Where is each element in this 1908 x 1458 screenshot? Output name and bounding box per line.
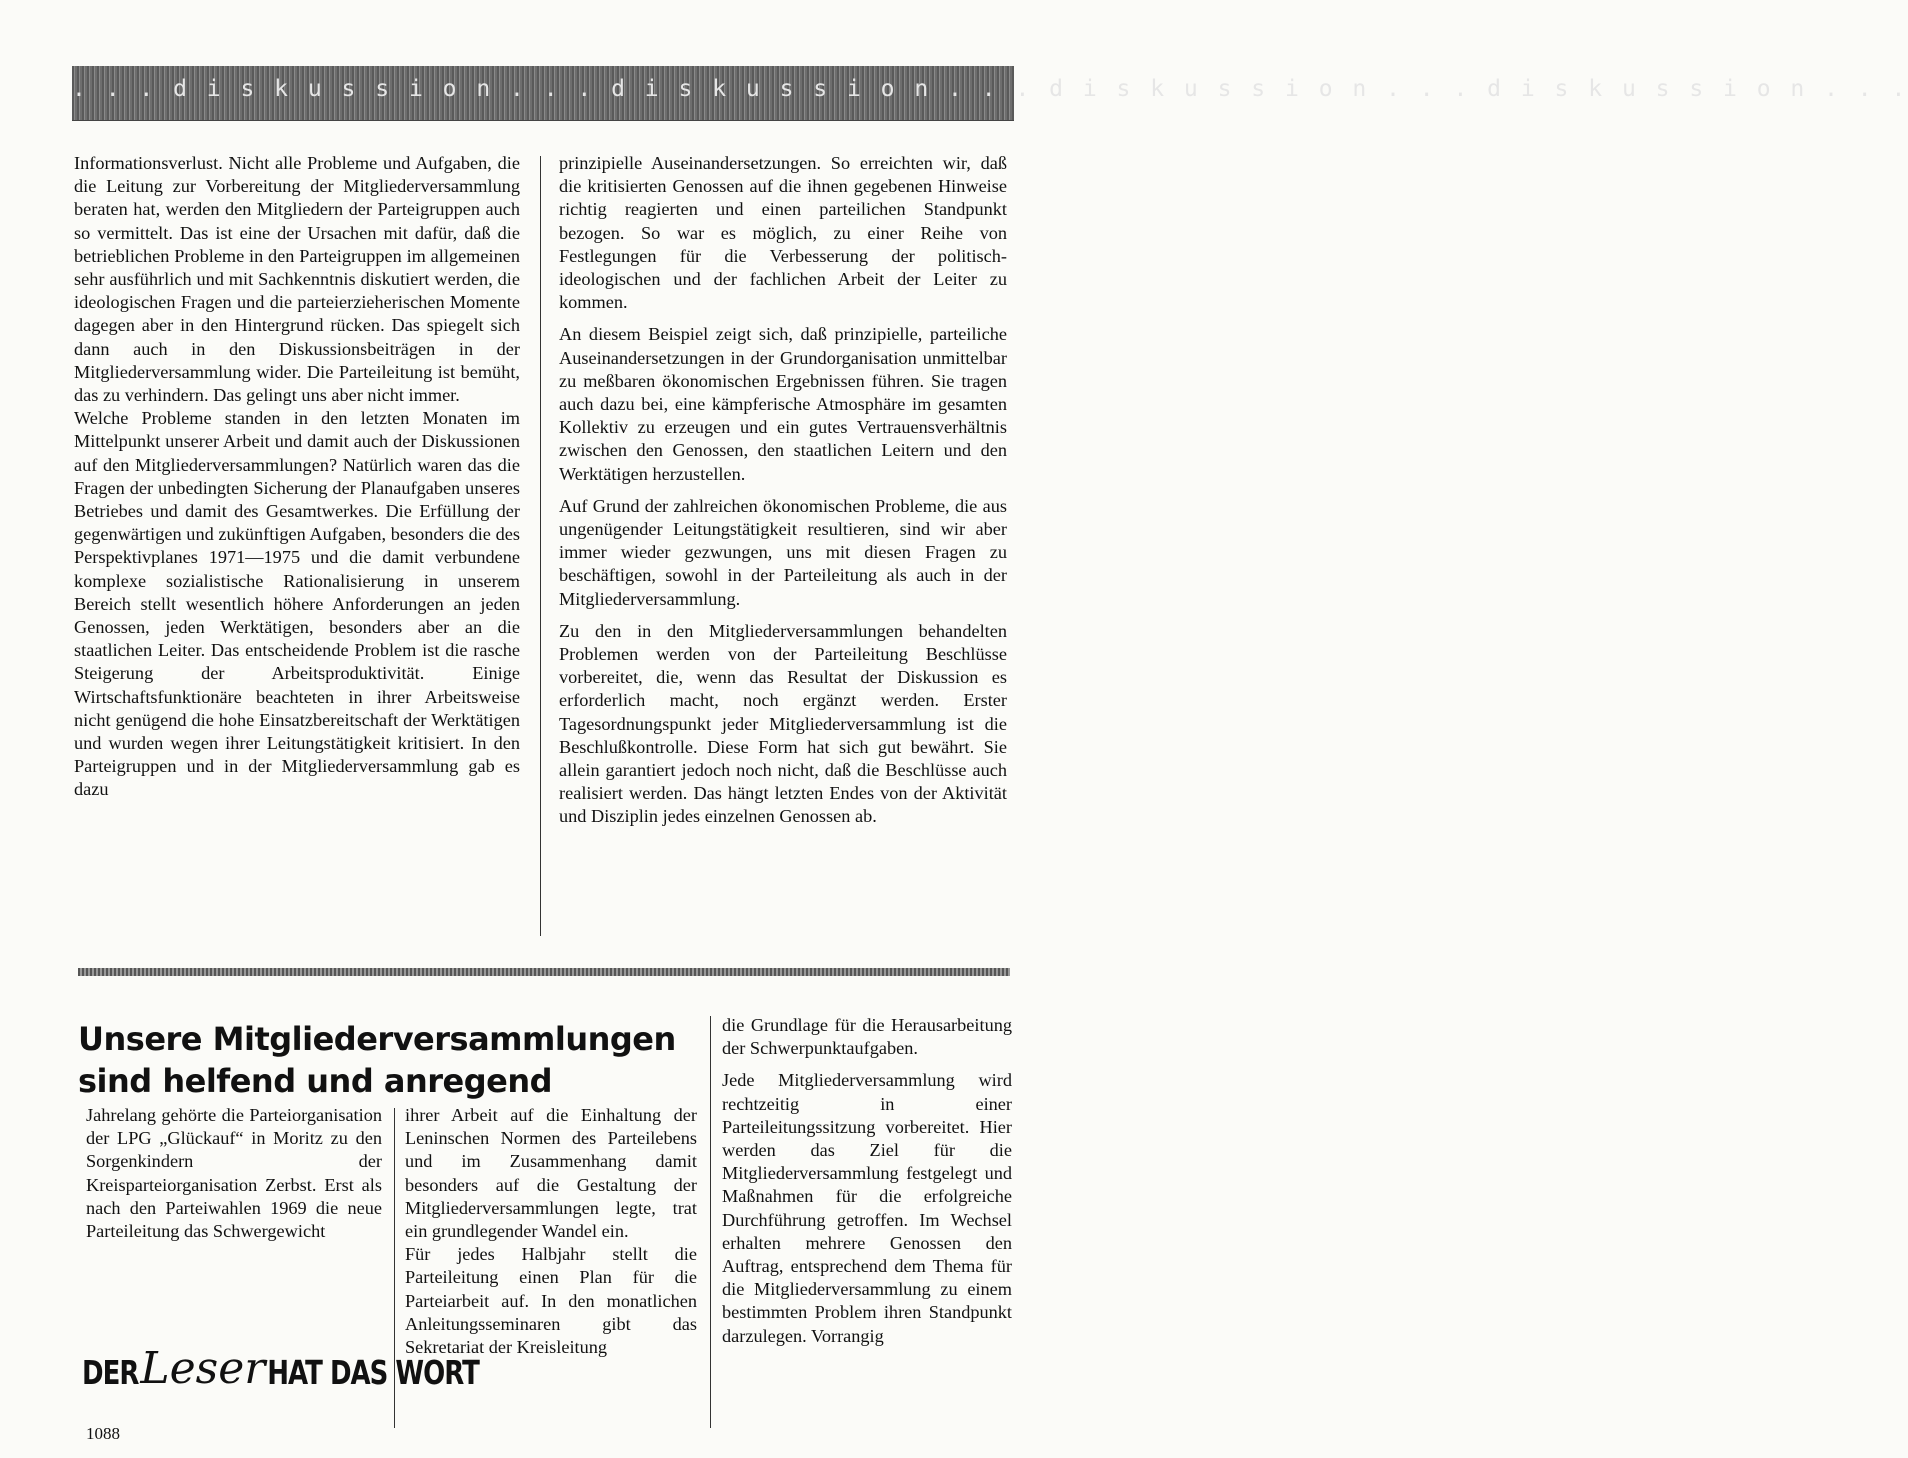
paragraph: prinzipielle Auseinandersetzungen. So erreichten wir, daß die kritisierten Genossen auf die ihnen gegebenen Hinweise richtig reagierten und einen parteilichen Standpunkt bezogen. So war es möglich, zu einer Reihe von Festlegungen für die Verbesserung der politisch-ideologischen und der fachlichen Arbeit der Leiter zu kommen. [559,153,1007,313]
article-bottom-column-2 [405,1104,697,1359]
paragraph: Jede Mitgliederversammlung wird rechtzeitig in einer Parteileitungssitzung vorbereitet. Hier werden das Ziel für die Mitgliederversammlung festgelegt und Maßnahmen für die erfolgreiche Durchführung getroffen. Im Wechsel erhalten mehrere Genossen den Auftrag, entsprechend dem Thema für die Mitgliederversammlung zu einem bestimmten Problem ihren Standpunkt darzulegen. Vorrangig [722,1070,1012,1346]
discussion-banner [72,66,1908,121]
paragraph: Jahrelang gehörte die Parteiorganisation der LPG „Glückauf“ in Moritz zu den Sorgenkindern der Kreisparteiorganisation Zerbst. Erst als nach den Parteiwahlen 1969 die neue Parteileitung das Schwergewicht [86,1105,382,1242]
paragraph: ihrer Arbeit auf die Einhaltung der Leninschen Normen des Parteilebens und im Zusammenhang damit besonders auf die Gestaltung der Mitgliederversammlungen legte, trat ein grundlegender Wandel ein. [405,1105,697,1242]
logo-word-hat-das-wort: HAT DAS WORT [267,1355,479,1393]
banner-text: . . . d i s k u s s i o n . . . d i s k u s s i o n . . . d i s k u s s i o n . . . d i s k u s s i o n . . . [72,76,1908,102]
paragraph: Welche Probleme standen in den letzten Monaten im Mittelpunkt unserer Arbeit und damit auch der Diskussionen auf den Mitgliederversammlungen? Natürlich waren das die Fragen der unbedingten Sicherung der Planaufgaben unseres Betriebes und damit des Gesamtwerkes. Die Erfüllung der gegenwärtigen und zukünftigen Aufgaben, besonders die des Perspektivplanes 1971—1975 und die damit verbundene komplexe sozialistische Rationalisierung in unserem Bereich stellt wesentlich höhere Anforderungen an jeden Genossen, jeden Werktätigen, besonders aber an die staatlichen Leiter. Das entscheidende Problem ist die rasche Steigerung der Arbeitsproduktivität. Einige Wirtschaftsfunktionäre beachteten in ihrer Arbeitsweise nicht genügend die hohe Einsatzbereitschaft der Werktätigen und wurden wegen ihrer Leitungstätigkeit kritisiert. In den Parteigruppen und in der Mitgliederversammlung gab es dazu [74,408,520,800]
article-top-right-column [559,152,1007,829]
paragraph: Informationsverlust. Nicht alle Probleme und Aufgaben, die die Leitung zur Vorbereitung der Mitgliederversammlung beraten hat, werden den Mitgliedern der Parteigruppen auch so vermittelt. Das ist eine der Ursachen mit dafür, daß die betrieblichen Probleme in den Parteigruppen im allgemeinen sehr ausführlich und mit Sachkenntnis diskutiert werden, die ideologischen Fragen und die parteierzieherischen Momente dagegen aber in den Hintergrund rücken. Das spiegelt sich dann auch in den Diskussionsbeiträgen in der Mitgliederversammlung wider. Die Parteileitung ist bemüht, das zu verhindern. Das gelingt uns aber nicht immer. [74,153,520,406]
der-leser-hat-das-wort-logo [82,1342,479,1404]
paragraph: An diesem Beispiel zeigt sich, daß prinzipielle, parteiliche Auseinandersetzungen in der Grundorganisation unmittelbar zu meßbaren ökonomischen Ergebnissen führen. Sie tragen auch dazu bei, eine kämpferische Atmosphäre im gesamten Kollektiv zu erzeugen und ein gutes Vertrauensverhältnis zwischen den Genossen, den staatlichen Leitern und den Werktätigen herzustellen. [559,324,1007,484]
article-top-left-column [74,152,520,802]
paragraph: die Grundlage für die Herausarbeitung der Schwerpunktaufgaben. [722,1015,1012,1059]
logo-word-der: DER [82,1355,139,1393]
column-divider [710,1016,711,1428]
column-divider [540,156,541,936]
headline-line-2: sind helfend und anregend [78,1062,553,1100]
page-number: 1088 [86,1424,120,1443]
logo-word-leser: Leser [140,1342,266,1394]
headline-line-1: Unsere Mitgliederversammlungen [78,1020,676,1058]
paragraph: Für jedes Halbjahr stellt die Parteileitung einen Plan für die Parteiarbeit auf. In den monatlichen Anleitungsseminaren gibt das Sekretariat der Kreisleitung [405,1244,697,1358]
article-headline [78,1018,698,1102]
article-bottom-column-3 [722,1014,1012,1348]
paragraph: Zu den in den Mitgliederversammlungen behandelten Problemen werden von der Parteileitung Beschlüsse vorbereitet, die, wenn das Resultat der Diskussion es erforderlich macht, noch ergänzt werden. Erster Tagesordnungspunkt jeder Mitgliederversammlung ist die Beschlußkontrolle. Diese Form hat sich gut bewährt. Sie allein garantiert jedoch noch nicht, daß die Beschlüsse auch realisiert werden. Das hängt letzten Endes von der Aktivität und Disziplin jedes einzelnen Genossen ab. [559,620,1007,827]
section-divider [78,968,1010,976]
article-bottom-column-1 [86,1104,382,1243]
paragraph: Auf Grund der zahlreichen ökonomischen Probleme, die aus ungenügender Leitungstätigkeit resultieren, sind wir aber immer wieder gezwungen, uns mit diesen Fragen zu beschäftigen, sowohl in der Parteileitung als auch in der Mitgliederversammlung. [559,495,1007,609]
